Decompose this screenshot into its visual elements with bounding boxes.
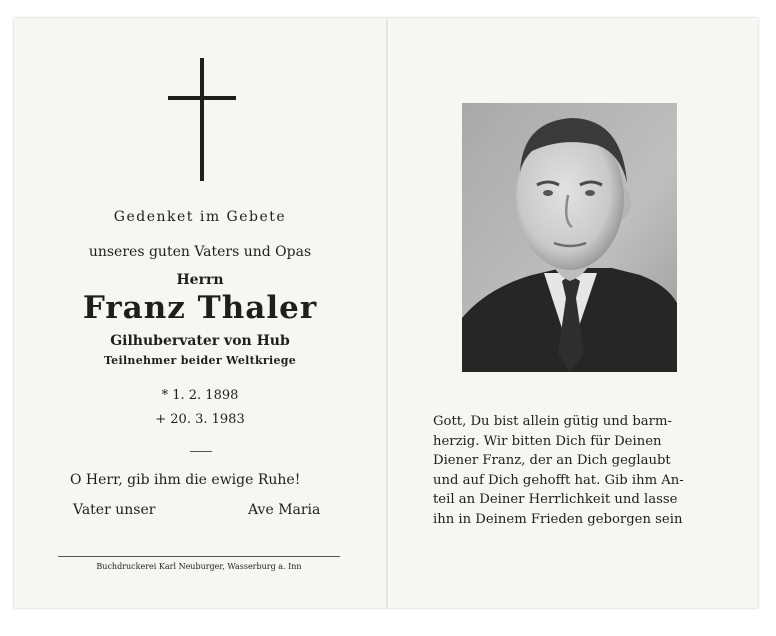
prayer-ave-maria: Ave Maria: [248, 502, 321, 518]
verse-line: teil an Deiner Herrlichkeit und lasse: [433, 492, 678, 508]
deceased-name: Franz Thaler: [82, 290, 318, 326]
birth-date: * 1. 2. 1898: [161, 388, 239, 403]
subtitle-text: Teilnehmer beider Weltkriege: [103, 354, 297, 367]
card-fold: [386, 18, 388, 608]
verse-line: herzig. Wir bitten Dich für Deinen: [433, 433, 662, 449]
footer-rule: [58, 556, 340, 557]
death-date: + 20. 3. 1983: [155, 412, 245, 427]
portrait-photo: [462, 103, 677, 372]
verse-line: Gott, Du bist allein gütig und barm-: [433, 414, 672, 429]
verse-text: [433, 412, 723, 530]
honorific-text: Herrn: [176, 272, 224, 288]
relation-text: unseres guten Vaters und Opas: [88, 244, 312, 260]
title-text: Gilhubervater von Hub: [110, 333, 290, 349]
verse-line: ihn in Deinem Frieden geborgen sein: [433, 511, 683, 527]
prayer-line: O Herr, gib ihm die ewige Ruhe!: [70, 472, 301, 488]
printer-credit: Buchdruckerei Karl Neuburger, Wasserburg a. Inn: [96, 562, 302, 571]
intro-text: Gedenket im Gebete: [113, 209, 287, 225]
divider-dash: [190, 451, 212, 452]
prayer-vater-unser: Vater unser: [73, 502, 156, 518]
verse-line: und auf Dich gehofft hat. Gib ihm An-: [433, 472, 684, 488]
verse-line: Diener Franz, der an Dich geglaubt: [433, 453, 671, 469]
